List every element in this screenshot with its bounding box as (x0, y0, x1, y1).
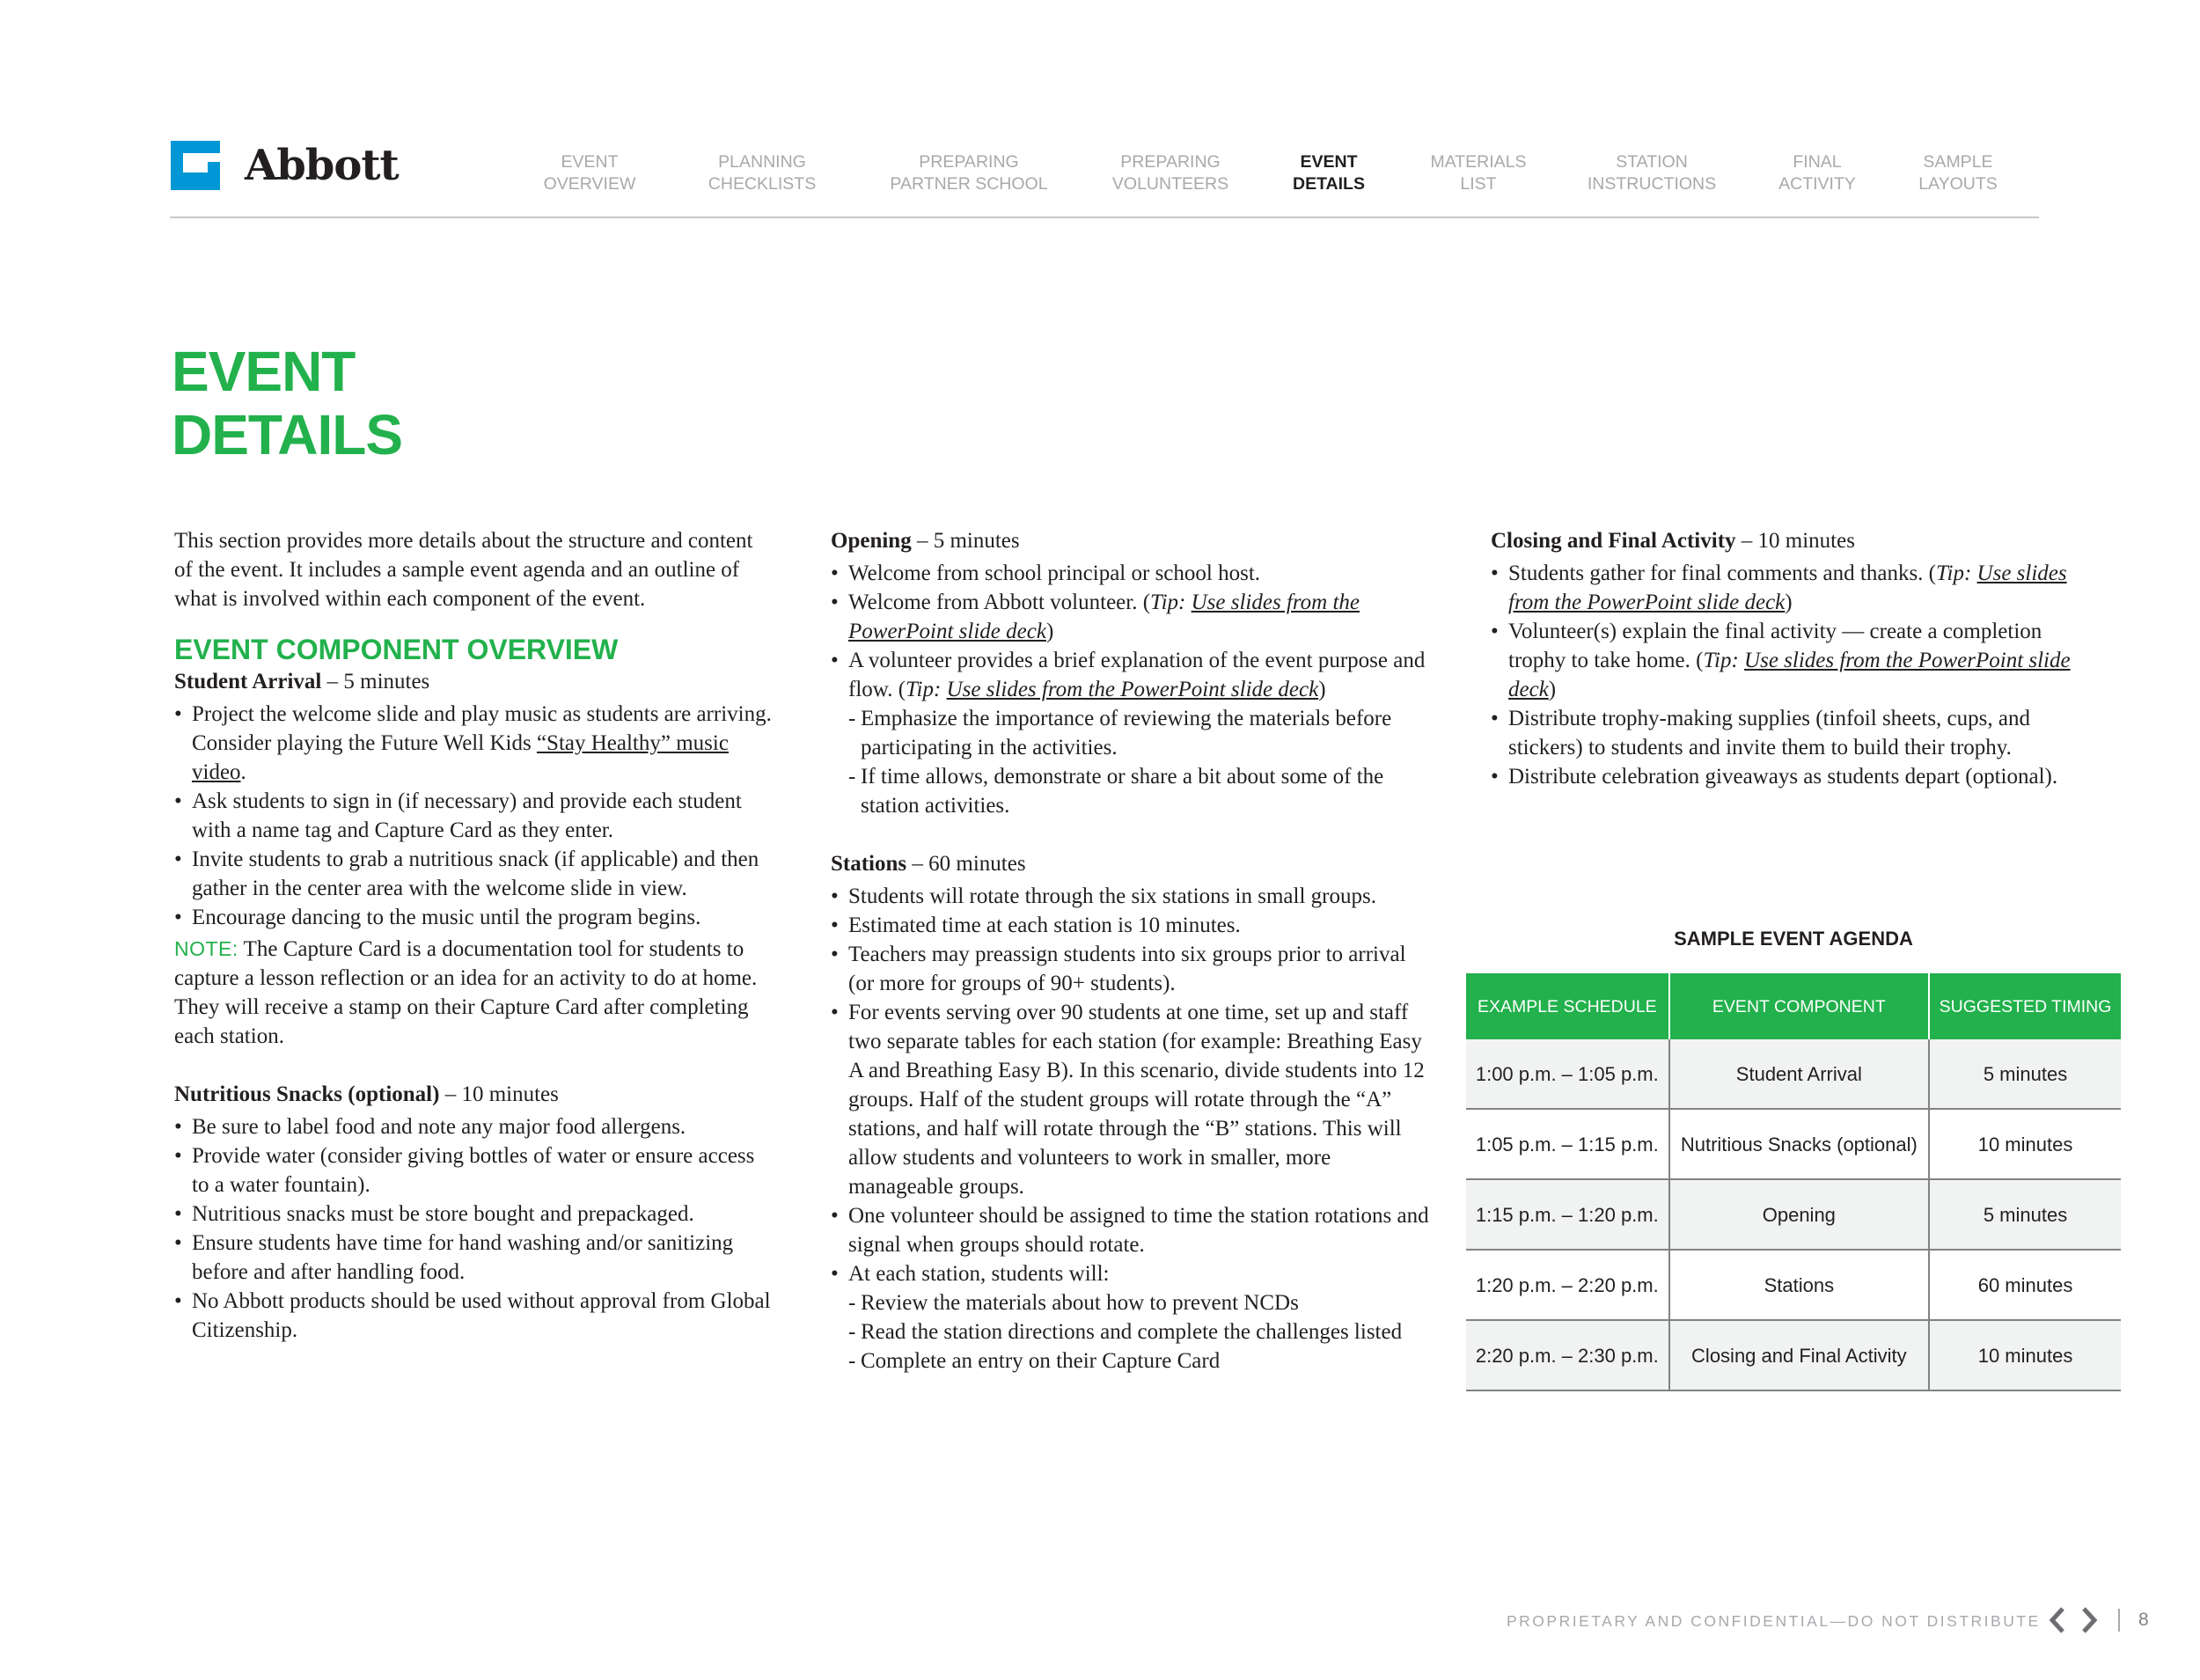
column-header-timing: SUGGESTED TIMING (1929, 973, 2121, 1039)
table-row (1466, 1320, 2121, 1390)
list-item: • Ensure students have time for hand washing and/or sanitizing before and after handling food. (174, 1229, 773, 1287)
subheading-nutritious-snacks (174, 1080, 773, 1109)
nav-label-line1: PREPARING (1120, 152, 1221, 172)
nav-label-line2: PARTNER SCHOOL (890, 174, 1048, 194)
list-item: • Nutritious snacks must be store bought and prepackaged. (174, 1199, 773, 1229)
nav-item-event-overview[interactable] (544, 151, 636, 195)
subheading-duration: – 5 minutes (321, 670, 430, 693)
subheading-stations (831, 849, 1429, 878)
nav-item-sample-layouts[interactable] (1918, 151, 1998, 195)
capture-card-note (174, 935, 773, 1051)
list-item-text: Volunteer(s) explain the final activity — create a completion trophy to take home. ( (1508, 620, 2042, 672)
subheading-title: Opening (831, 529, 912, 553)
stations-sublist (831, 1288, 1429, 1376)
nav-label-line2: DETAILS (1293, 174, 1365, 194)
slide-deck-link[interactable]: Use slides from the PowerPoint slide deck (1508, 649, 2071, 701)
nav-label-line2: ACTIVITY (1778, 174, 1856, 194)
student-arrival-list (174, 700, 773, 932)
list-item: • No Abbott products should be used without approval from Global Citizenship. (174, 1287, 773, 1345)
page-number: 8 (2138, 1610, 2149, 1630)
header-divider (170, 216, 2039, 218)
nav-item-station-instructions[interactable] (1588, 151, 1716, 195)
right-column (1491, 526, 2089, 791)
chevron-left-icon[interactable] (2047, 1606, 2068, 1634)
list-item: • Be sure to label food and note any major food allergens. (174, 1112, 773, 1141)
logo-text: Abbott (245, 141, 399, 190)
list-item: • Distribute celebration giveaways as students depart (optional). (1491, 762, 2089, 791)
table-cell: 5 minutes (1929, 1039, 2121, 1109)
list-item: • Encourage dancing to the music until the program begins. (174, 903, 773, 932)
list-item: • Teachers may preassign students into six groups prior to arrival (or more for groups of 90+ students). (831, 940, 1429, 998)
list-item: • Invite students to grab a nutritious snack (if applicable) and then gather in the center area with the welcome slide in view. (174, 845, 773, 903)
nav-label-line1: SAMPLE (1923, 152, 1993, 172)
subheading-duration: – 10 minutes (439, 1082, 559, 1106)
list-item: • Students gather for final comments and thanks. (Tip: Use slides from the PowerPoint slide deck) (1491, 559, 2089, 617)
nav-label-line1: FINAL (1793, 152, 1842, 172)
table-header-row (1466, 973, 2121, 1039)
note-text: The Capture Card is a documentation tool for students to capture a lesson reflection or an idea for an activity to do at home. They will receive a stamp on their Capture Card after completing each station. (174, 937, 758, 1048)
table-cell: 5 minutes (1929, 1179, 2121, 1250)
list-item: • Provide water (consider giving bottles of water or ensure access to a water fountain). (174, 1141, 773, 1199)
page-title-line1: EVENT (172, 340, 356, 403)
tip-label: Tip: (1703, 649, 1745, 672)
nav-label-line2: VOLUNTEERS (1111, 174, 1229, 194)
table-cell: Nutritious Snacks (optional) (1669, 1109, 1929, 1179)
nav-label-line2: INSTRUCTIONS (1587, 174, 1717, 194)
page-title-line2: DETAILS (172, 403, 403, 466)
table-cell: 10 minutes (1929, 1109, 2121, 1179)
list-item: - Read the station directions and complete the challenges listed (831, 1317, 1429, 1346)
list-item-text: . (240, 760, 246, 784)
slide-deck-link[interactable]: Use slides from the PowerPoint slide deck (946, 678, 1319, 701)
nav-label-line1: PREPARING (919, 152, 1019, 172)
tip-label: Tip: (1150, 591, 1192, 614)
nav-label-line2: LIST (1460, 174, 1497, 194)
nav-label-line1: MATERIALS (1430, 152, 1527, 172)
nav-item-materials-list[interactable] (1430, 151, 1526, 195)
left-column (174, 526, 773, 1345)
subheading-student-arrival (174, 667, 773, 696)
column-header-component: EVENT COMPONENT (1669, 973, 1929, 1039)
chevron-right-icon[interactable] (2079, 1606, 2100, 1634)
list-item: • Students will rotate through the six stations in small groups. (831, 882, 1429, 911)
nav-label-line1: STATION (1616, 152, 1688, 172)
section-heading-event-component-overview: EVENT COMPONENT OVERVIEW (174, 634, 619, 665)
list-item: • Distribute trophy-making supplies (tinfoil sheets, cups, and stickers) to students and invite them to build their trophy. (1491, 704, 2089, 762)
nav-label-line2: LAYOUTS (1918, 174, 1998, 194)
list-item-text: Students gather for final comments and thanks. ( (1508, 561, 1936, 585)
subheading-title: Closing and Final Activity (1491, 529, 1736, 553)
column-header-schedule: EXAMPLE SCHEDULE (1466, 973, 1669, 1039)
subheading-duration: – 10 minutes (1735, 529, 1855, 553)
list-item-text: A volunteer provides a brief explanation of the event purpose and flow. ( (848, 649, 1426, 701)
list-item: • Estimated time at each station is 10 minutes. (831, 911, 1429, 940)
list-item: • One volunteer should be assigned to time the station rotations and signal when groups should rotate. (831, 1201, 1429, 1259)
nav-label-line1: EVENT (1300, 152, 1358, 172)
subheading-title: Student Arrival (174, 670, 322, 693)
table-cell: 10 minutes (1929, 1320, 2121, 1390)
top-navigation (0, 151, 2200, 204)
nav-item-preparing-volunteers[interactable] (1112, 151, 1228, 195)
middle-column (831, 526, 1429, 1376)
list-item-text: Welcome from Abbott volunteer. ( (848, 591, 1151, 614)
nav-item-planning-checklists[interactable] (708, 151, 816, 195)
list-item: - Emphasize the importance of reviewing the materials before participating in the activities. (831, 704, 1429, 762)
nav-item-preparing-partner-school[interactable] (890, 151, 1047, 195)
table-row (1466, 1109, 2121, 1179)
subheading-title: Nutritious Snacks (optional) (174, 1082, 440, 1106)
table-row (1466, 1179, 2121, 1250)
table-cell: 2:20 p.m. – 2:30 p.m. (1466, 1320, 1669, 1390)
list-item: • Welcome from Abbott volunteer. (Tip: Use slides from the PowerPoint slide deck) (831, 588, 1429, 646)
closing-list (1491, 559, 2089, 791)
list-item: • Volunteer(s) explain the final activity — create a completion trophy to take home. (Tip: Use slides from the PowerPoint slide deck) (1491, 617, 2089, 704)
table-cell: 1:00 p.m. – 1:05 p.m. (1466, 1039, 1669, 1109)
nav-label-line1: PLANNING (718, 152, 806, 172)
note-label: NOTE: (174, 937, 238, 960)
nav-label-line2: OVERVIEW (543, 174, 636, 194)
subheading-opening (831, 526, 1429, 555)
table-cell: 1:05 p.m. – 1:15 p.m. (1466, 1109, 1669, 1179)
table-cell: Opening (1669, 1179, 1929, 1250)
footer-divider (2118, 1609, 2120, 1632)
table-cell: 1:20 p.m. – 2:20 p.m. (1466, 1250, 1669, 1320)
nav-item-event-details[interactable] (1293, 151, 1365, 195)
table-cell: Stations (1669, 1250, 1929, 1320)
music-video-link[interactable]: “Stay Healthy” music video (192, 731, 729, 784)
tip-label: Tip: (1936, 561, 1977, 585)
opening-sublist (831, 704, 1429, 820)
page-title (172, 340, 402, 466)
slide-deck-link[interactable]: Use slides from the PowerPoint slide deck (848, 591, 1360, 643)
list-item: - If time allows, demonstrate or share a bit about some of the station activities. (831, 762, 1429, 820)
confidentiality-footer: PROPRIETARY AND CONFIDENTIAL—DO NOT DISTRIBUTE (1507, 1612, 2041, 1630)
list-item: • Welcome from school principal or school host. (831, 559, 1429, 588)
sample-agenda-table (1466, 973, 2121, 1391)
table-row (1466, 1250, 2121, 1320)
list-item: • A volunteer provides a brief explanation of the event purpose and flow. (Tip: Use slides from the PowerPoint slide deck) (831, 646, 1429, 704)
table-cell: 1:15 p.m. – 1:20 p.m. (1466, 1179, 1669, 1250)
list-item: • At each station, students will: (831, 1259, 1429, 1288)
list-item: • Ask students to sign in (if necessary) and provide each student with a name tag and Capture Card as they enter. (174, 787, 773, 845)
nav-item-final-activity[interactable] (1778, 151, 1856, 195)
stations-list (831, 882, 1429, 1288)
list-item-text: Project the welcome slide and play music as students are arriving. Consider playing the Future Well Kids (192, 702, 772, 755)
list-item: • For events serving over 90 students at one time, set up and staff two separate tables for each station (for example: Breathing Easy A and Breathing Easy B). In this scenario, divide students into 12 groups. Half of the student groups will rotate through the “A” stations, and half will rotate through the “B” stations. This will allow students and volunteers to work in smaller, more manageable groups. (831, 998, 1429, 1201)
nav-label-line2: CHECKLISTS (708, 174, 817, 194)
nav-label-line1: EVENT (561, 152, 619, 172)
slide-deck-link[interactable]: Use slides from the PowerPoint slide deck (1508, 561, 2067, 614)
opening-list (831, 559, 1429, 704)
list-item: - Review the materials about how to prevent NCDs (831, 1288, 1429, 1317)
table-cell: 60 minutes (1929, 1250, 2121, 1320)
subheading-closing (1491, 526, 2089, 555)
intro-paragraph: This section provides more details about the structure and content of the event. It includes a sample event agenda and an outline of what is involved within each component of the event. (174, 529, 753, 611)
list-item (174, 700, 773, 787)
table-cell: Student Arrival (1669, 1039, 1929, 1109)
nutritious-snacks-list (174, 1112, 773, 1345)
list-item: - Complete an entry on their Capture Card (831, 1346, 1429, 1376)
subheading-title: Stations (831, 852, 907, 876)
subheading-duration: – 5 minutes (911, 529, 1020, 553)
agenda-title: SAMPLE EVENT AGENDA (1674, 928, 1913, 950)
table-row (1466, 1039, 2121, 1109)
tip-label: Tip: (906, 678, 947, 701)
table-cell: Closing and Final Activity (1669, 1320, 1929, 1390)
subheading-duration: – 60 minutes (906, 852, 1026, 876)
